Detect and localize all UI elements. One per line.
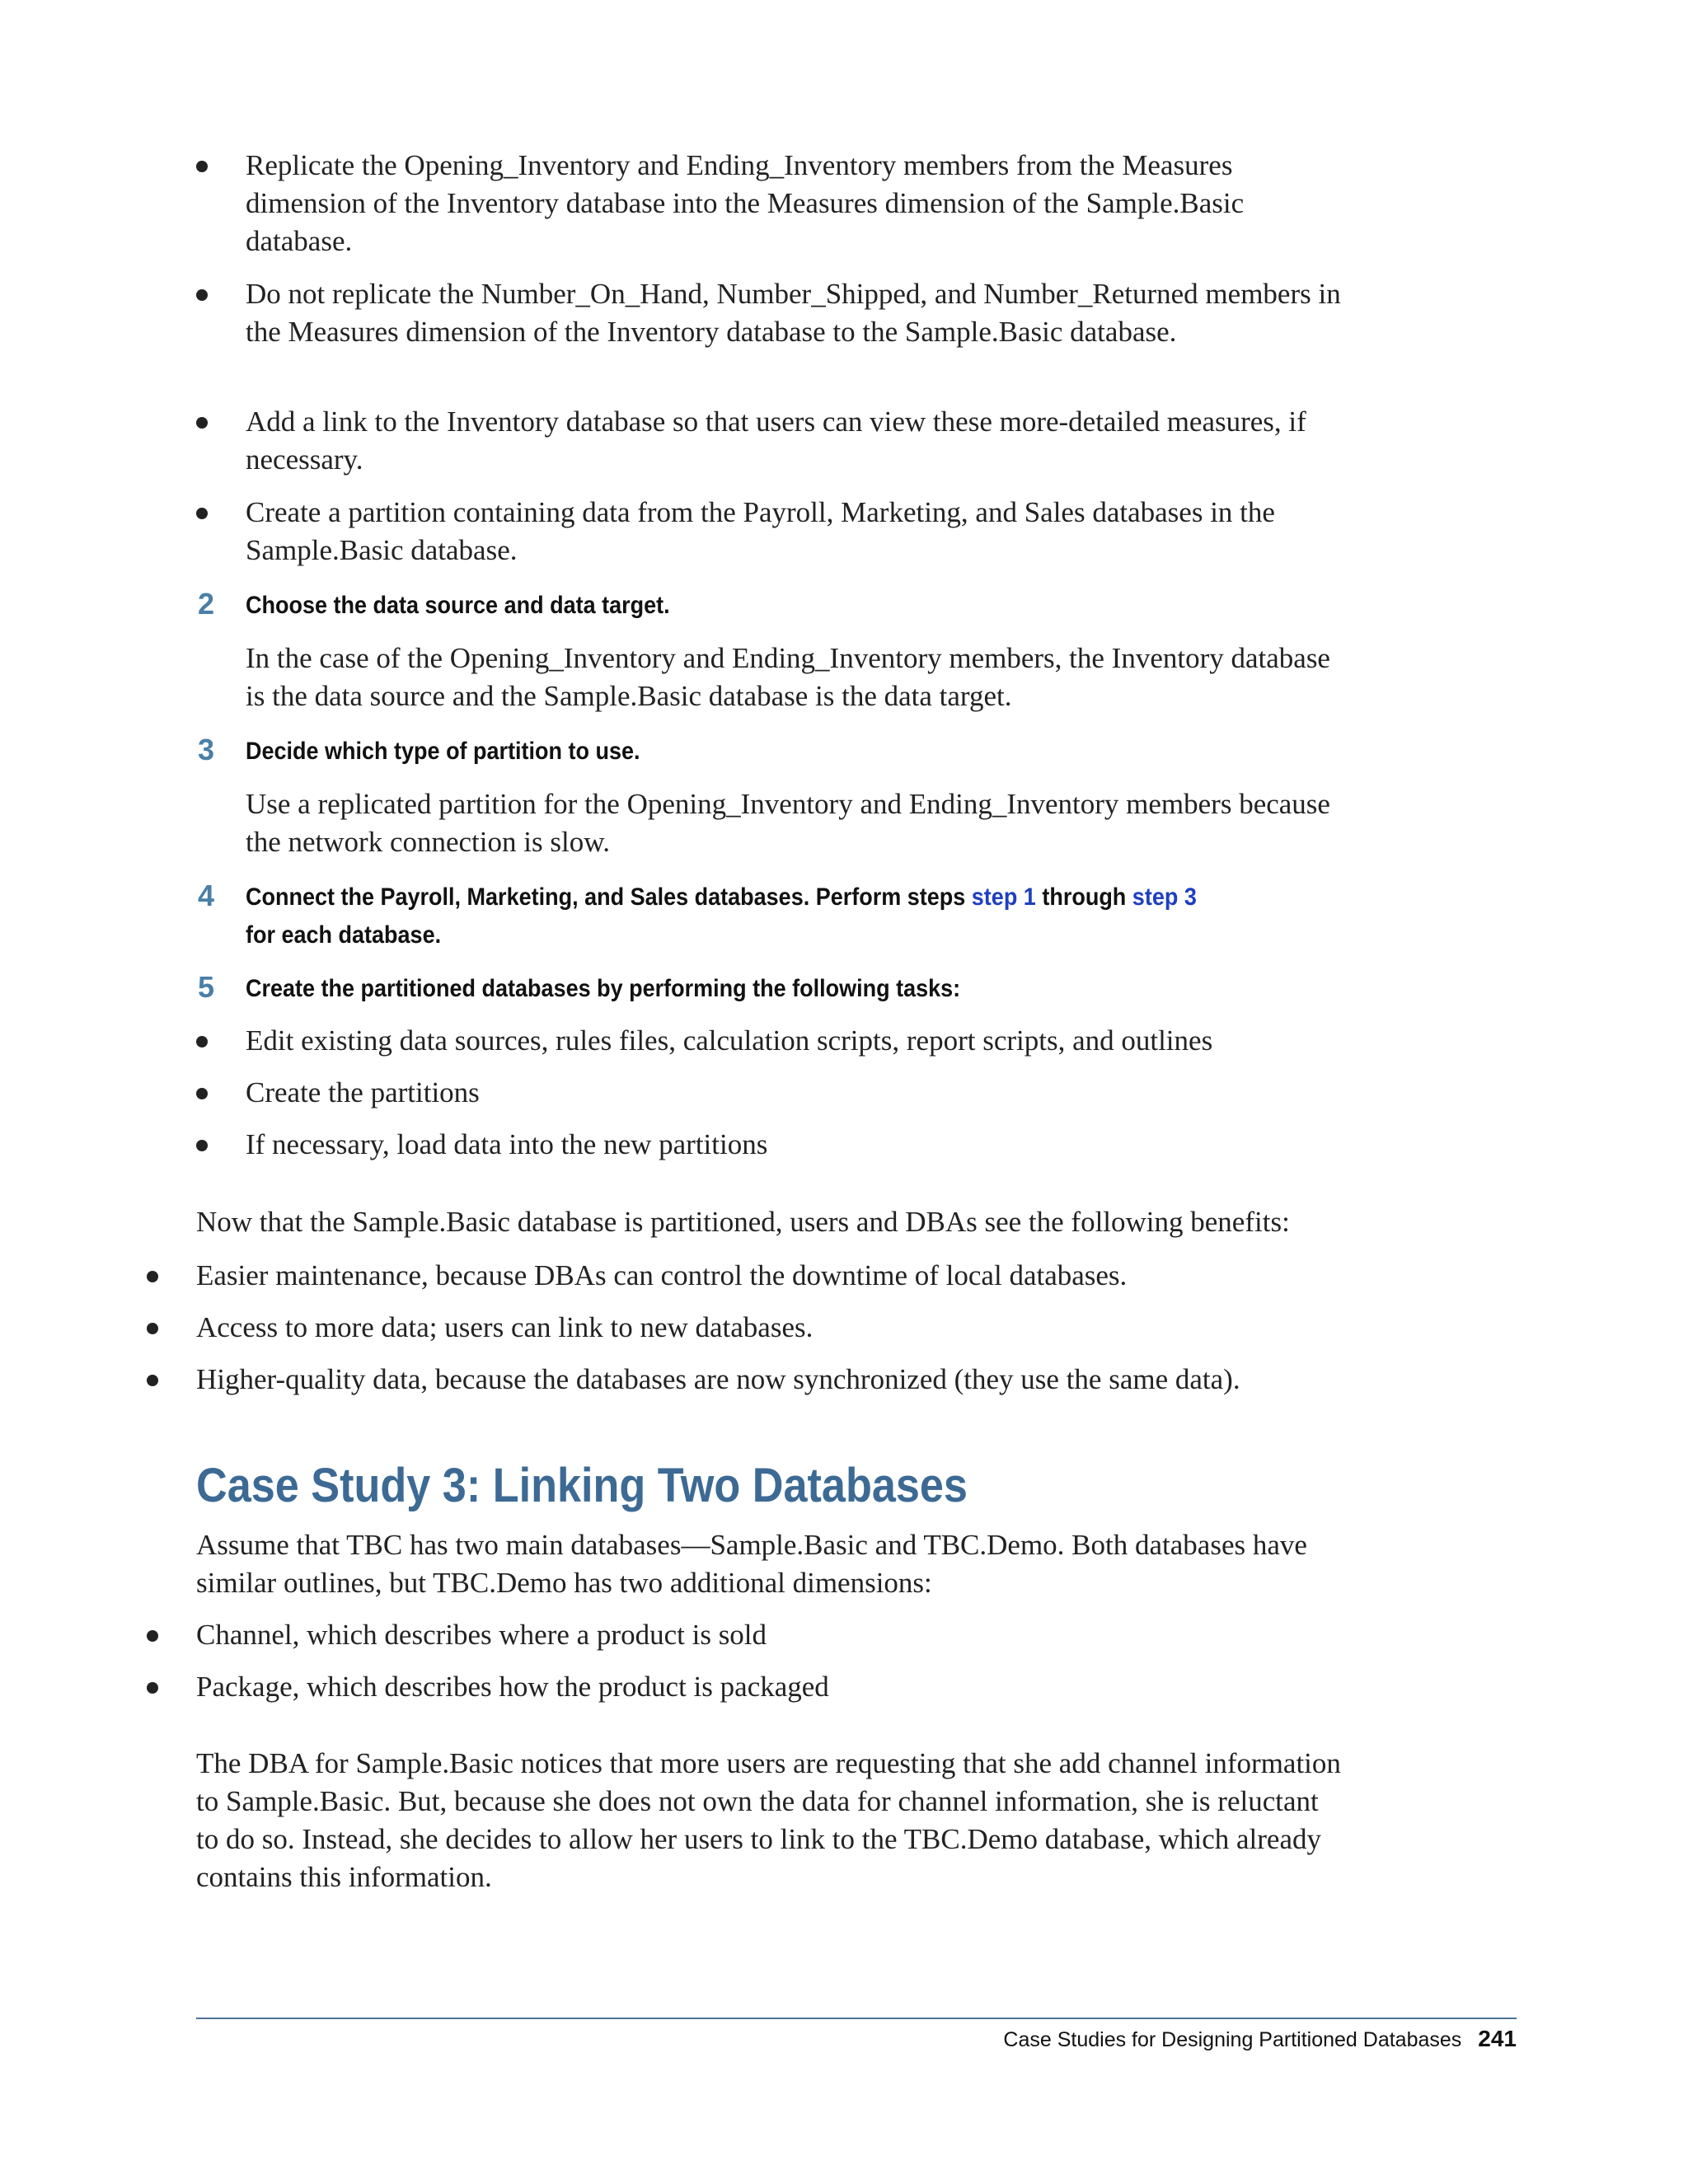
list-item: If necessary, load data into the new partitions bbox=[246, 1126, 1342, 1164]
bullet-icon bbox=[196, 1140, 208, 1151]
step-1-link[interactable]: step 1 bbox=[971, 883, 1036, 911]
list-item: Create a partition containing data from the Payroll, Marketing, and Sales databases in the Sample.Basic database. bbox=[246, 494, 1342, 569]
step-title: Create the partitioned databases by performing the following tasks: bbox=[246, 975, 961, 1002]
case-study-intro: Assume that TBC has two main databases—Sample.Basic and TBC.Demo. Both databases have similar outlines, but TBC.Demo has two additional dimensions: bbox=[196, 1529, 1307, 1599]
bullet-icon bbox=[196, 161, 208, 172]
list-item: Create the partitions bbox=[246, 1074, 1342, 1112]
bullet-icon bbox=[196, 1036, 208, 1047]
list-item: Do not replicate the Number_On_Hand, Number_Shipped, and Number_Returned members in the Measures dimension of the Inventory database to the Sample.Basic database. bbox=[246, 275, 1342, 351]
list-item: Package, which describes how the product is packaged bbox=[196, 1668, 1342, 1706]
list-item: Easier maintenance, because DBAs can control the downtime of local databases. bbox=[196, 1257, 1342, 1295]
bullet-icon bbox=[196, 289, 208, 301]
step-title: Connect the Payroll, Marketing, and Sales databases. Perform steps step 1 through step 3 for each database. bbox=[246, 883, 1197, 949]
bullet-icon bbox=[196, 417, 208, 429]
list-item: Replicate the Opening_Inventory and Ending_Inventory members from the Measures dimension of the Inventory database into the Measures dimension of the Sample.Basic database. bbox=[246, 147, 1342, 260]
list-item: Access to more data; users can link to new databases. bbox=[196, 1309, 1342, 1347]
list-item: Edit existing data sources, rules files, calculation scripts, report scripts, and outlines bbox=[246, 1022, 1342, 1060]
bullet-icon bbox=[147, 1323, 158, 1334]
list-item: Channel, which describes where a product is sold bbox=[196, 1616, 1342, 1654]
bullet-icon bbox=[147, 1271, 158, 1282]
list-item: Add a link to the Inventory database so that users can view these more-detailed measures, if necessary. bbox=[246, 403, 1342, 479]
page-footer bbox=[964, 2024, 1517, 2055]
step-number: 5 bbox=[198, 970, 215, 1004]
step-number: 2 bbox=[198, 587, 215, 621]
step-number: 3 bbox=[198, 733, 215, 766]
bullet-icon bbox=[147, 1682, 158, 1694]
bullet-icon bbox=[147, 1630, 158, 1642]
step-title: Choose the data source and data target. bbox=[246, 592, 670, 619]
list-item: Higher-quality data, because the databases are now synchronized (they use the same data). bbox=[196, 1361, 1342, 1399]
section-heading: Case Study 3: Linking Two Databases bbox=[196, 1459, 968, 1512]
footer-rule bbox=[196, 2018, 1517, 2019]
step-3-link[interactable]: step 3 bbox=[1132, 883, 1197, 911]
bullet-icon bbox=[196, 508, 208, 519]
step-number: 4 bbox=[198, 879, 215, 912]
page-number: 241 bbox=[1478, 2026, 1517, 2051]
step-title: Decide which type of partition to use. bbox=[246, 738, 640, 765]
case-study-closing: The DBA for Sample.Basic notices that more users are requesting that she add channel information to Sample.Basic. But, because she does not own the data for channel information, she is reluctant to do so. Instead, she decides to allow her users to link to the TBC.Demo database, which already contains this information. bbox=[196, 1747, 1341, 1893]
bullet-icon bbox=[147, 1375, 158, 1386]
footer-section-title: Case Studies for Designing Partitioned Databases bbox=[1003, 2028, 1462, 2051]
bullet-icon bbox=[196, 1088, 208, 1099]
step-body: In the case of the Opening_Inventory and Ending_Inventory members, the Inventory database is the data source and the Sample.Basic database is the data target. bbox=[246, 642, 1330, 712]
step-body: Use a replicated partition for the Opening_Inventory and Ending_Inventory members because the network connection is slow. bbox=[246, 788, 1330, 858]
benefits-intro: Now that the Sample.Basic database is partitioned, users and DBAs see the following benefits: bbox=[196, 1206, 1290, 1238]
